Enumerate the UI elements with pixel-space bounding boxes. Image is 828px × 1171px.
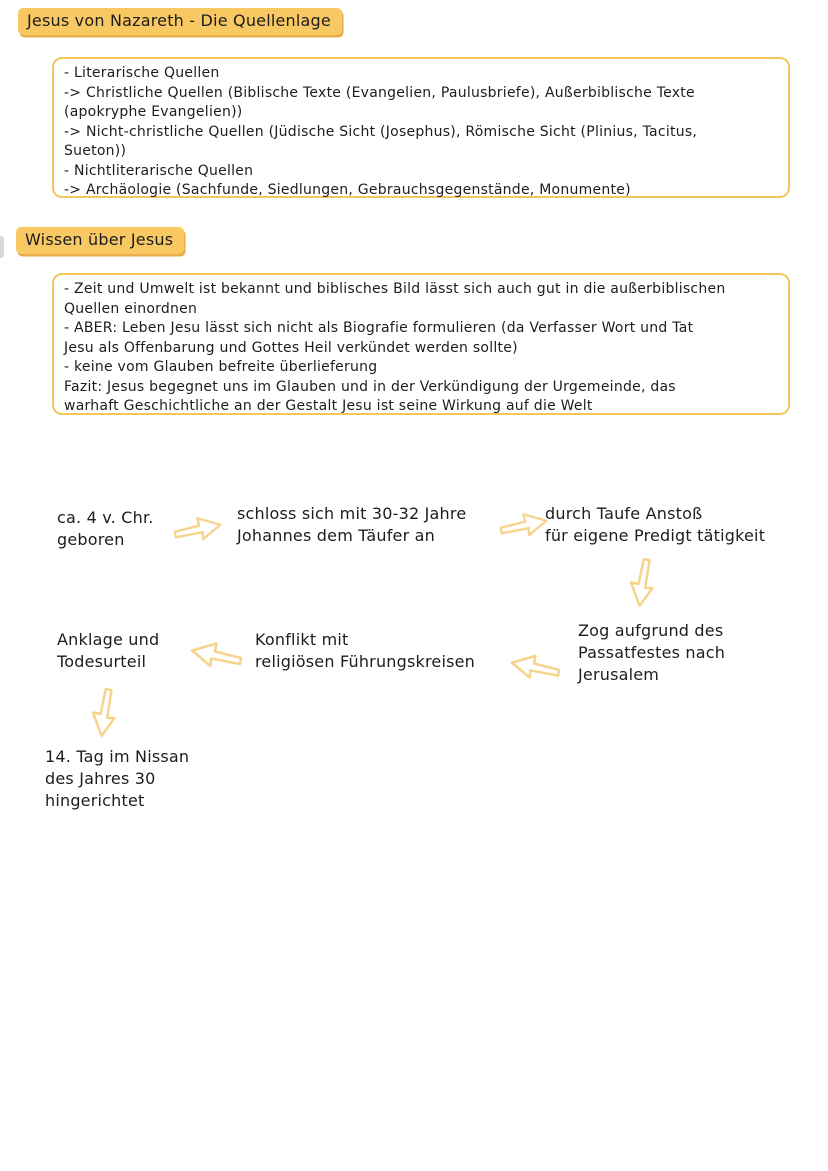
box-line: (apokryphe Evangelien)) — [64, 104, 243, 120]
box-line: - Literarische Quellen — [64, 65, 220, 81]
section-heading: Wissen über Jesus — [16, 227, 184, 254]
node-line: für eigene Predigt tätigkeit — [545, 526, 766, 545]
node-line: Jerusalem — [578, 665, 660, 684]
box-line: -> Archäologie (Sachfunde, Siedlungen, Gebrauchsgegenstände, Monumente) — [64, 182, 631, 198]
arrow-left-icon — [188, 632, 244, 676]
node-line: 14. Tag im Nissan — [45, 747, 190, 766]
page-edge-artifact — [0, 236, 4, 258]
box-line: - keine vom Glauben befreite überlieferung — [64, 359, 378, 375]
flow-node-anklage — [57, 629, 159, 673]
node-line: Konflikt mit — [255, 630, 349, 649]
flow-node-born — [57, 507, 154, 551]
arrow-left-icon — [508, 644, 562, 688]
box-line: Sueton)) — [64, 143, 127, 159]
node-line: Anklage und — [57, 630, 160, 649]
box-line: - ABER: Leben Jesu lässt sich nicht als Biografie formulieren (da Verfasser Wort und Tat — [64, 320, 694, 336]
node-line: religiösen Führungskreisen — [255, 652, 476, 671]
node-line: des Jahres 30 — [45, 769, 156, 788]
quellenlage-box — [52, 57, 790, 198]
node-line: durch Taufe Anstoß — [545, 504, 703, 523]
arrow-down-icon — [82, 686, 122, 740]
flow-node-taufe — [545, 503, 765, 547]
box-line: Quellen einordnen — [64, 300, 198, 317]
box-line: warhaft Geschichtliche an der Gestalt Jesu ist seine Wirkung auf die Welt — [64, 398, 593, 414]
node-line: ca. 4 v. Chr. — [57, 508, 154, 527]
box-line: -> Nicht-christliche Quellen (Jüdische Sicht (Josephus), Römische Sicht (Plinius, Tacitus, — [64, 123, 698, 140]
node-line: schloss sich mit 30-32 Jahre — [237, 504, 467, 523]
page-title: Jesus von Nazareth - Die Quellenlage — [18, 8, 342, 35]
wissen-box — [52, 273, 790, 415]
flow-node-jerusalem — [578, 620, 725, 686]
flow-node-hingerichtet — [45, 746, 189, 812]
box-line: - Zeit und Umwelt ist bekannt und biblisches Bild lässt sich auch gut in die außerbiblischen — [64, 281, 726, 297]
node-line: Todesurteil — [57, 652, 147, 671]
node-line: geboren — [57, 530, 125, 549]
node-line: hingerichtet — [45, 791, 145, 810]
flow-node-johannes — [237, 503, 466, 547]
arrow-right-icon — [498, 503, 550, 545]
arrow-down-icon — [620, 556, 660, 610]
box-line: -> Christliche Quellen (Biblische Texte (Evangelien, Paulusbriefe), Außerbiblische Texte — [64, 84, 695, 101]
box-line: Jesu als Offenbarung und Gottes Heil verkündet werden sollte) — [64, 339, 518, 356]
box-line: - Nichtliterarische Quellen — [64, 162, 254, 179]
node-line: Zog aufgrund des — [578, 621, 724, 640]
arrow-right-icon — [172, 507, 224, 549]
node-line: Passatfestes nach — [578, 643, 726, 662]
node-line: Johannes dem Täufer an — [237, 526, 436, 545]
box-line: Fazit: Jesus begegnet uns im Glauben und in der Verkündigung der Urgemeinde, das — [64, 378, 676, 395]
flow-node-konflikt — [255, 629, 475, 673]
